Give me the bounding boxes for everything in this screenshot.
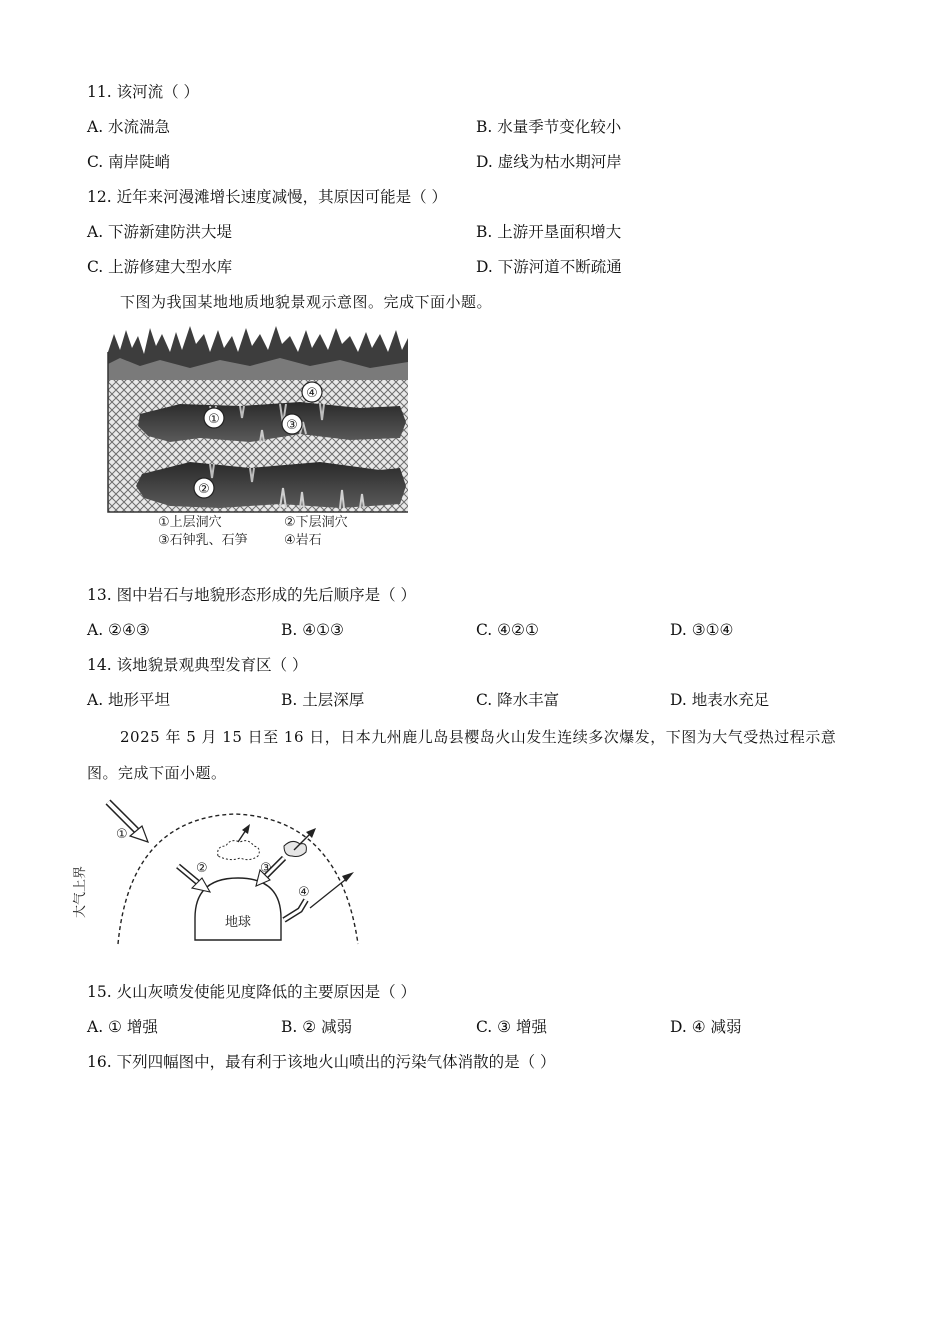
- lower-cave: [136, 462, 406, 508]
- q11-option-a: A. 水流湍急: [87, 118, 171, 136]
- question-16-stem: 16. 下列四幅图中，最有利于该地火山喷出的污染气体消散的是（ ）: [87, 1053, 556, 1071]
- cloud-reflection: [218, 824, 260, 860]
- question-15-stem: 15. 火山灰喷发使能见度降低的主要原因是（ ）: [87, 983, 417, 1001]
- karst-landscape-figure: [100, 322, 420, 552]
- q11-option-b: B. 水量季节变化较小: [476, 118, 622, 136]
- svg-text:③: ③: [260, 861, 272, 876]
- arrow-1-solar-radiation: [108, 802, 148, 842]
- legend-upper-cave: ①上层洞穴: [158, 515, 222, 530]
- q13-option-b: B. ④①③: [281, 621, 344, 639]
- arrow-3-atmospheric-radiation: [256, 828, 316, 886]
- upper-cave: [138, 402, 406, 442]
- q12-option-a: A. 下游新建防洪大堤: [87, 223, 233, 241]
- volcano-intro-line-1: 2025 年 5 月 15 日至 16 日，日本九州鹿儿岛县樱岛火山发生连续多次爆发，下图为大气受热过程示意: [120, 728, 837, 746]
- earth-label: 地球: [224, 915, 252, 930]
- q15-option-c: C. ③ 增强: [476, 1018, 547, 1036]
- arrow-2-radiation-to-ground: [178, 861, 210, 892]
- atmosphere-boundary-label: 大气上界: [73, 865, 88, 918]
- q14-option-d: D. 地表水充足: [670, 691, 770, 709]
- legend-stalactites: ③石钟乳、石笋: [158, 533, 248, 548]
- karst-intro-paragraph: 下图为我国某地地质地貌景观示意图。完成下面小题。: [120, 293, 493, 311]
- svg-text:④: ④: [306, 386, 318, 401]
- question-14-stem: 14. 该地貌景观典型发育区（ ）: [87, 656, 308, 674]
- q13-option-c: C. ④②①: [476, 621, 539, 639]
- q12-option-b: B. 上游开垦面积增大: [476, 223, 622, 241]
- q12-option-d: D. 下游河道不断疏通: [476, 258, 622, 276]
- marker-2: [194, 478, 214, 498]
- svg-text:①: ①: [116, 827, 128, 842]
- marker-3: [282, 414, 302, 434]
- q14-option-b: B. 土层深厚: [281, 691, 365, 709]
- q11-option-d: D. 虚线为枯水期河岸: [476, 153, 622, 171]
- q14-option-a: A. 地形平坦: [87, 691, 171, 709]
- svg-text:④: ④: [298, 885, 310, 900]
- question-12-stem: 12. 近年来河漫滩增长速度减慢，其原因可能是（ ）: [87, 188, 448, 206]
- q14-option-c: C. 降水丰富: [476, 691, 560, 709]
- q13-option-d: D. ③①④: [670, 621, 734, 639]
- legend-lower-cave: ②下层洞穴: [284, 515, 348, 530]
- q15-option-b: B. ② 减弱: [281, 1018, 353, 1036]
- svg-text:①: ①: [208, 412, 220, 427]
- svg-text:②: ②: [196, 861, 208, 876]
- question-11-stem: 11. 该河流（ ）: [87, 83, 200, 101]
- marker-1: [204, 408, 224, 428]
- atmosphere-heating-figure: [73, 798, 370, 950]
- legend-rock: ④岩石: [284, 533, 322, 548]
- question-13-stem: 13. 图中岩石与地貌形态形成的先后顺序是（ ）: [87, 586, 417, 604]
- arrow-4-ground-radiation: [284, 872, 354, 920]
- karst-peaks: [108, 326, 408, 380]
- volcano-intro-line-2: 图。完成下面小题。: [87, 764, 227, 782]
- svg-text:②: ②: [198, 482, 210, 497]
- q11-option-c: C. 南岸陡峭: [87, 153, 171, 171]
- marker-4: [302, 382, 322, 402]
- q12-option-c: C. 上游修建大型水库: [87, 258, 233, 276]
- q15-option-a: A. ① 增强: [87, 1018, 158, 1036]
- svg-text:③: ③: [286, 418, 298, 433]
- q15-option-d: D. ④ 减弱: [670, 1018, 742, 1036]
- q13-option-a: A. ②④③: [87, 621, 150, 639]
